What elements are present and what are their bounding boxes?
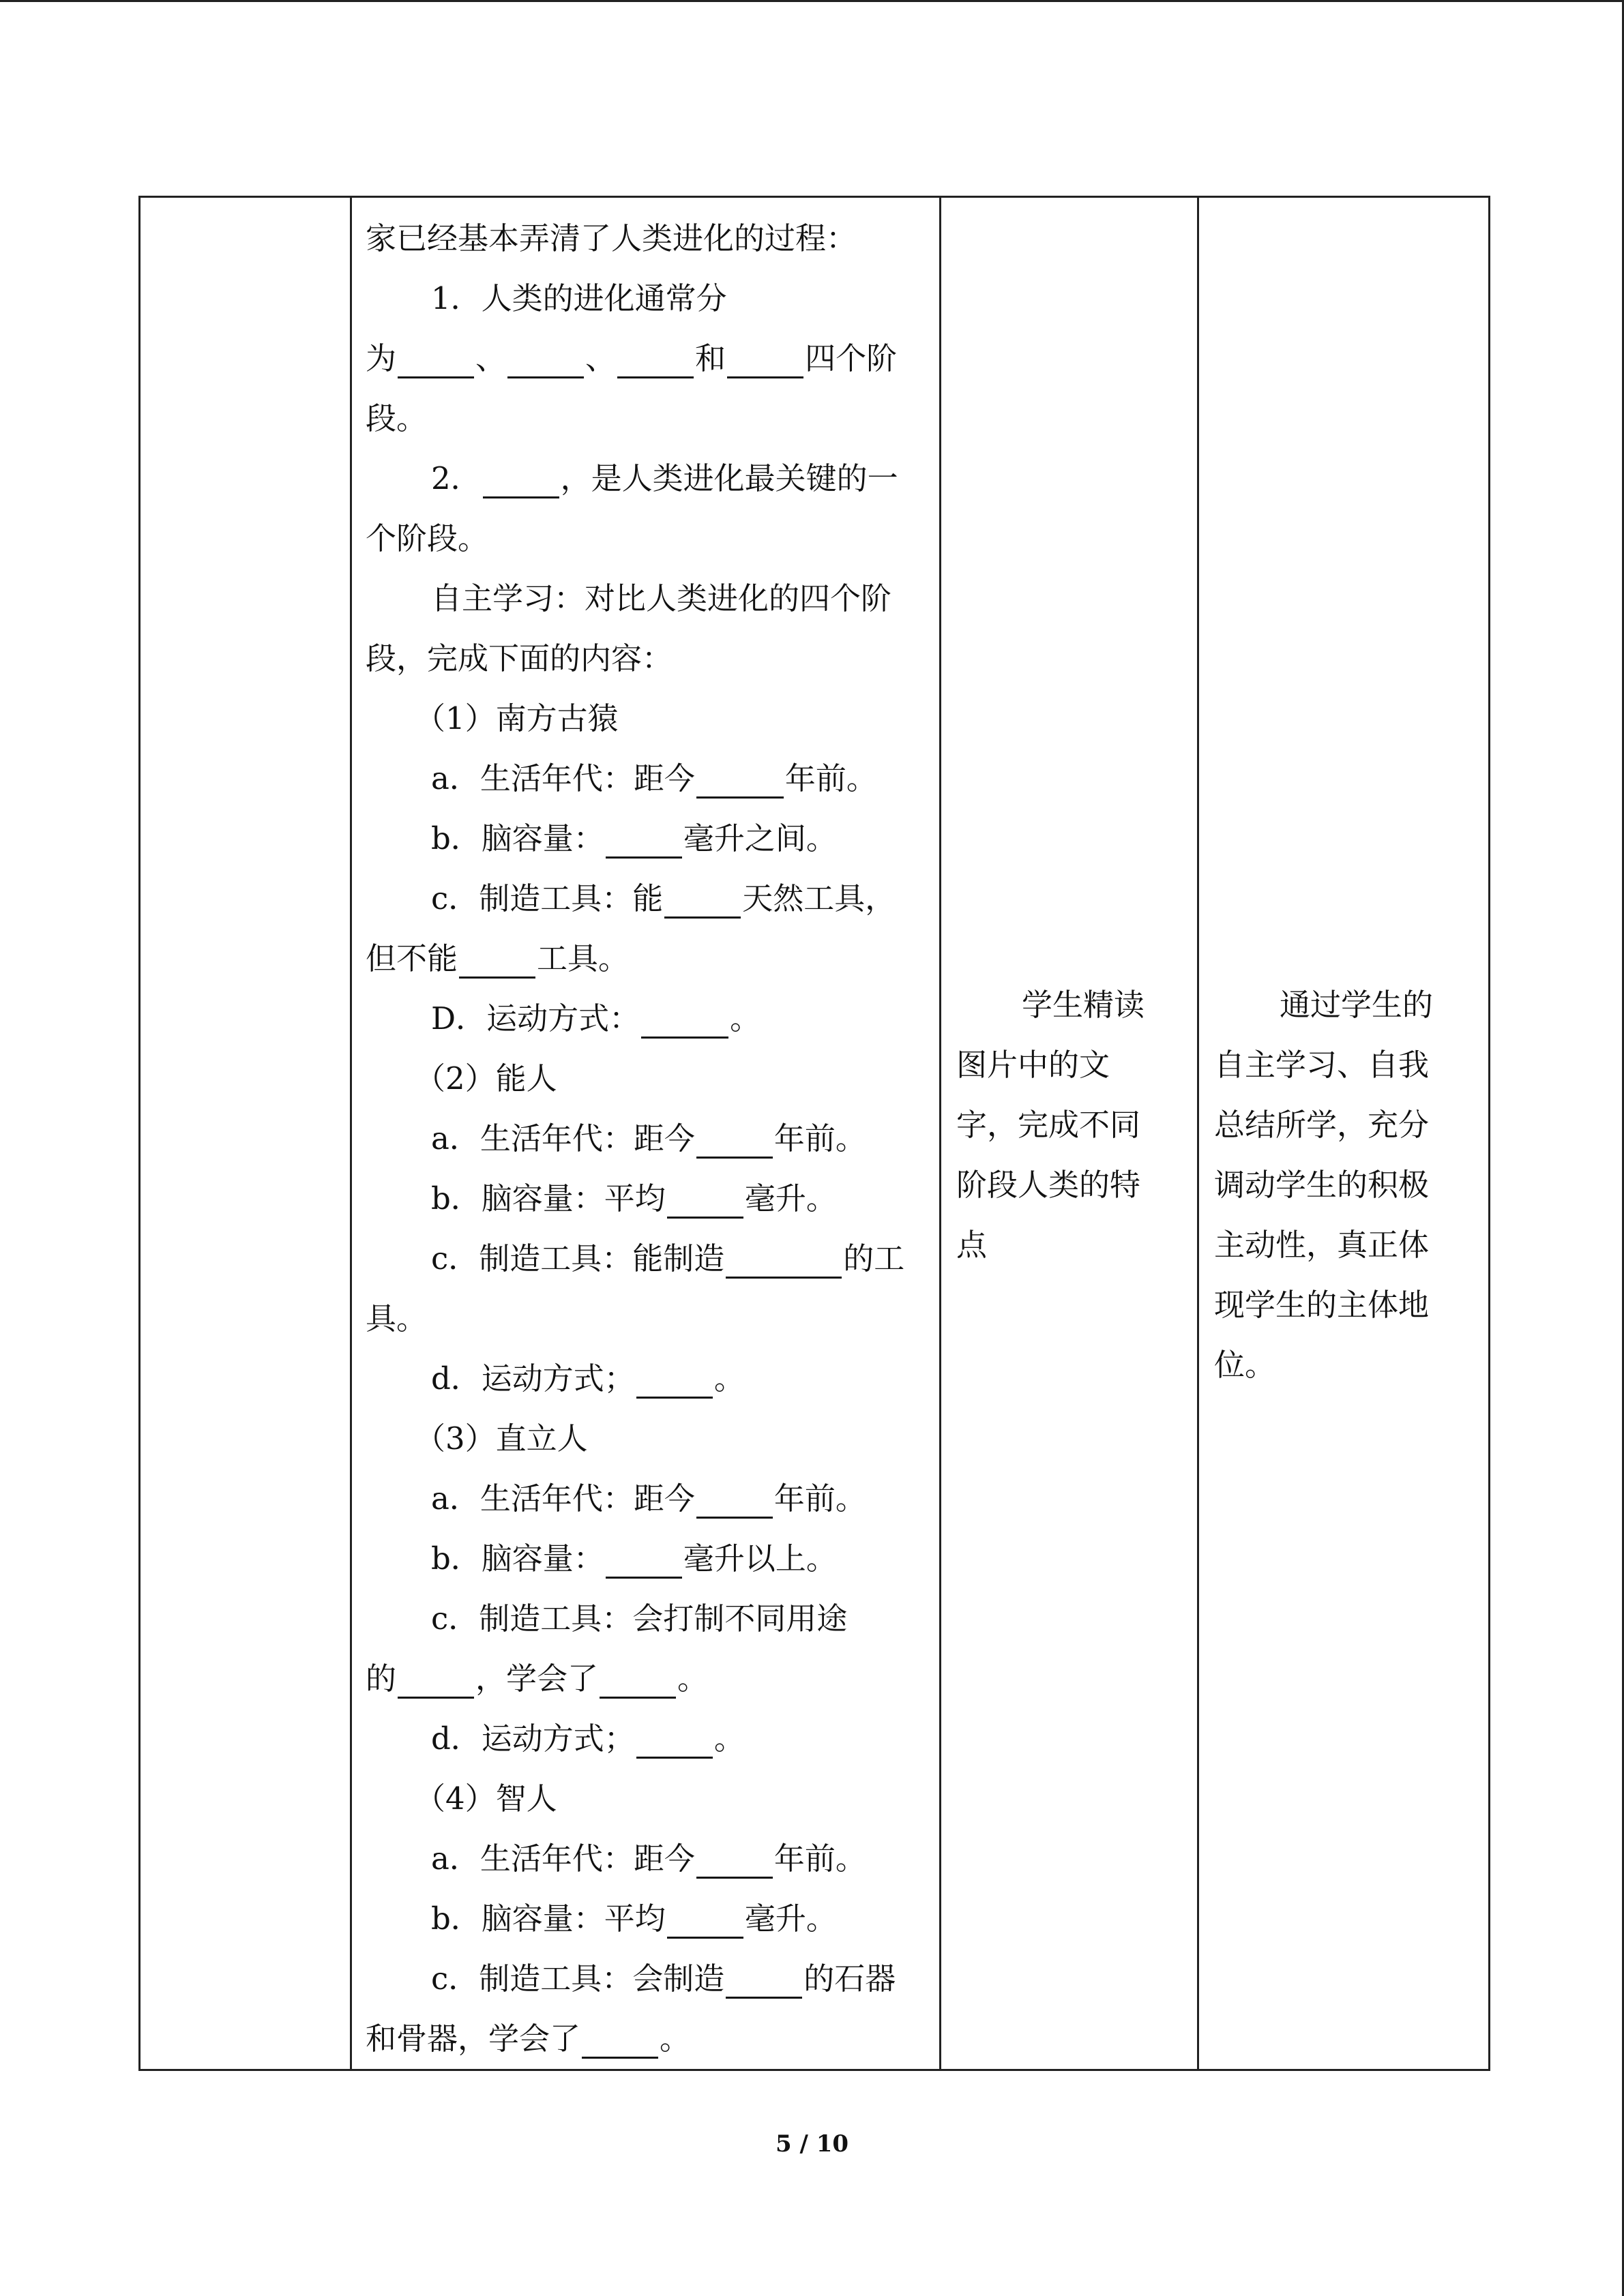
content-line: 具。	[366, 1300, 428, 1337]
text-segment: 为	[366, 340, 397, 376]
fill-blank	[726, 1961, 802, 1999]
section-heading: （1）南方古猿	[415, 700, 619, 736]
content-line	[366, 1109, 926, 1169]
content-line: 1．人类的进化通常分	[431, 280, 727, 316]
activity-line: 学生精读	[1022, 987, 1145, 1023]
content-line	[366, 1469, 926, 1529]
intent-line: 主动性，真正体	[1214, 1227, 1430, 1263]
content-line	[366, 2009, 926, 2069]
text-segment: 2．	[431, 460, 482, 496]
content-line	[366, 749, 926, 809]
text-segment: 。	[713, 1360, 745, 1397]
text-segment: 年前。	[773, 1120, 866, 1157]
student-activity	[941, 198, 1197, 1275]
fill-blank	[606, 821, 682, 859]
text-segment: 毫升。	[744, 1900, 837, 1937]
text-segment: D．运动方式：	[431, 1000, 640, 1037]
text-segment: ，是人类进化最关键的一	[560, 460, 898, 496]
fill-blank	[483, 461, 559, 498]
teaching-content	[352, 198, 939, 2069]
text-segment: 年前。	[773, 1840, 866, 1877]
text-segment: 和骨器，学会了	[366, 2021, 581, 2057]
fill-blank	[696, 1121, 773, 1159]
intent-line: 调动学生的积极	[1214, 1167, 1430, 1203]
section-heading: （2）能人	[415, 1060, 557, 1097]
intent-line: 位。	[1214, 1347, 1276, 1383]
fill-blank	[664, 881, 741, 919]
text-segment: b．脑容量：	[431, 1540, 604, 1577]
fill-blank	[696, 1841, 773, 1879]
text-segment: a．生活年代：距今	[431, 1480, 695, 1517]
content-line	[366, 329, 926, 389]
text-segment: 和	[695, 340, 726, 376]
design-intent-cell	[1198, 197, 1490, 2070]
text-segment: b．脑容量：平均	[431, 1900, 666, 1937]
fill-blank	[636, 1361, 713, 1399]
fill-blank	[398, 341, 474, 378]
fill-blank	[667, 1901, 743, 1939]
text-segment: c．制造工具：会制造	[431, 1960, 725, 1997]
intent-line: 通过学生的	[1280, 987, 1434, 1023]
content-line	[366, 1829, 926, 1889]
text-segment: ，学会了	[475, 1660, 599, 1697]
text-segment: c．制造工具：能制造	[431, 1240, 725, 1277]
teaching-content-cell	[351, 197, 941, 2070]
page-number: 5 / 10	[775, 2130, 849, 2158]
text-segment: c．制造工具：能	[431, 880, 664, 916]
table-row	[140, 197, 1490, 2070]
lesson-table	[138, 196, 1490, 2071]
activity-line: 点	[956, 1227, 988, 1263]
fill-blank	[641, 1001, 728, 1039]
text-segment: a．生活年代：距今	[431, 760, 695, 796]
section-heading: （4）智人	[415, 1780, 557, 1817]
content-line	[366, 1889, 926, 1949]
content-line	[366, 1229, 926, 1289]
text-segment: 工具。	[537, 940, 630, 976]
student-activity-cell	[941, 197, 1198, 2070]
text-segment: b．脑容量：平均	[431, 1180, 666, 1217]
content-line: 段。	[366, 400, 428, 436]
content-line	[366, 869, 926, 929]
intent-line: 现学生的主体地	[1214, 1287, 1430, 1323]
intent-line: 总结所学，充分	[1214, 1107, 1430, 1143]
fill-blank	[600, 1661, 676, 1699]
activity-line: 图片中的文	[956, 1047, 1110, 1083]
text-segment: a．生活年代：距今	[431, 1840, 695, 1877]
fill-blank	[606, 1541, 682, 1579]
design-intent	[1199, 198, 1488, 1395]
content-line	[366, 449, 926, 509]
content-line	[366, 929, 926, 989]
text-segment: 毫升以上。	[683, 1540, 837, 1577]
activity-line: 字，完成不同	[956, 1107, 1141, 1143]
fill-blank	[696, 761, 784, 799]
text-segment: d．运动方式；	[431, 1720, 635, 1757]
fill-blank	[726, 1241, 842, 1279]
fill-blank	[459, 941, 535, 979]
text-segment: 毫升。	[744, 1180, 837, 1217]
fill-blank	[696, 1481, 773, 1519]
fill-blank	[507, 341, 584, 378]
text-segment: 、	[475, 340, 507, 376]
fill-blank	[667, 1181, 743, 1219]
text-segment: 的石器	[803, 1960, 896, 1997]
content-line: 家已经基本弄清了人类进化的过程：	[366, 220, 857, 256]
intent-line: 自主学习、自我	[1214, 1047, 1430, 1083]
content-line	[366, 1649, 926, 1709]
fill-blank	[636, 1721, 713, 1759]
text-segment: 的	[366, 1660, 397, 1697]
content-line	[366, 809, 926, 869]
content-line	[366, 1529, 926, 1589]
text-segment: 天然工具，	[742, 880, 896, 916]
empty-cell	[140, 197, 351, 2070]
fill-blank	[398, 1661, 474, 1699]
fill-blank	[727, 341, 803, 378]
content-line: c．制造工具：会打制不同用途	[431, 1600, 848, 1637]
text-segment: d．运动方式；	[431, 1360, 635, 1397]
content-line	[366, 1949, 926, 2009]
text-segment: 。	[713, 1720, 745, 1757]
activity-line: 阶段人类的特	[956, 1167, 1141, 1203]
text-segment: b．脑容量：	[431, 820, 604, 856]
text-segment: 毫升之间。	[683, 820, 837, 856]
section-heading: （3）直立人	[415, 1420, 588, 1457]
text-segment: 。	[677, 1660, 709, 1697]
fill-blank	[617, 341, 694, 378]
text-segment: 年前。	[773, 1480, 866, 1517]
text-segment: 但不能	[366, 940, 458, 976]
text-segment: 年前。	[784, 760, 877, 796]
text-segment: 。	[660, 2021, 691, 2057]
text-segment: a．生活年代：距今	[431, 1120, 695, 1157]
content-line: 个阶段。	[366, 520, 489, 556]
content-line: 自主学习：对比人类进化的四个阶	[431, 580, 892, 616]
content-line	[366, 989, 926, 1049]
content-line: 段，完成下面的内容：	[366, 640, 673, 676]
content-line	[366, 1709, 926, 1769]
content-line	[366, 1349, 926, 1409]
content-line	[366, 1169, 926, 1229]
text-segment: 、	[585, 340, 617, 376]
text-segment: 。	[730, 1000, 761, 1037]
text-segment: 的工	[843, 1240, 905, 1277]
text-segment: 四个阶	[805, 340, 898, 376]
fill-blank	[582, 2021, 658, 2059]
